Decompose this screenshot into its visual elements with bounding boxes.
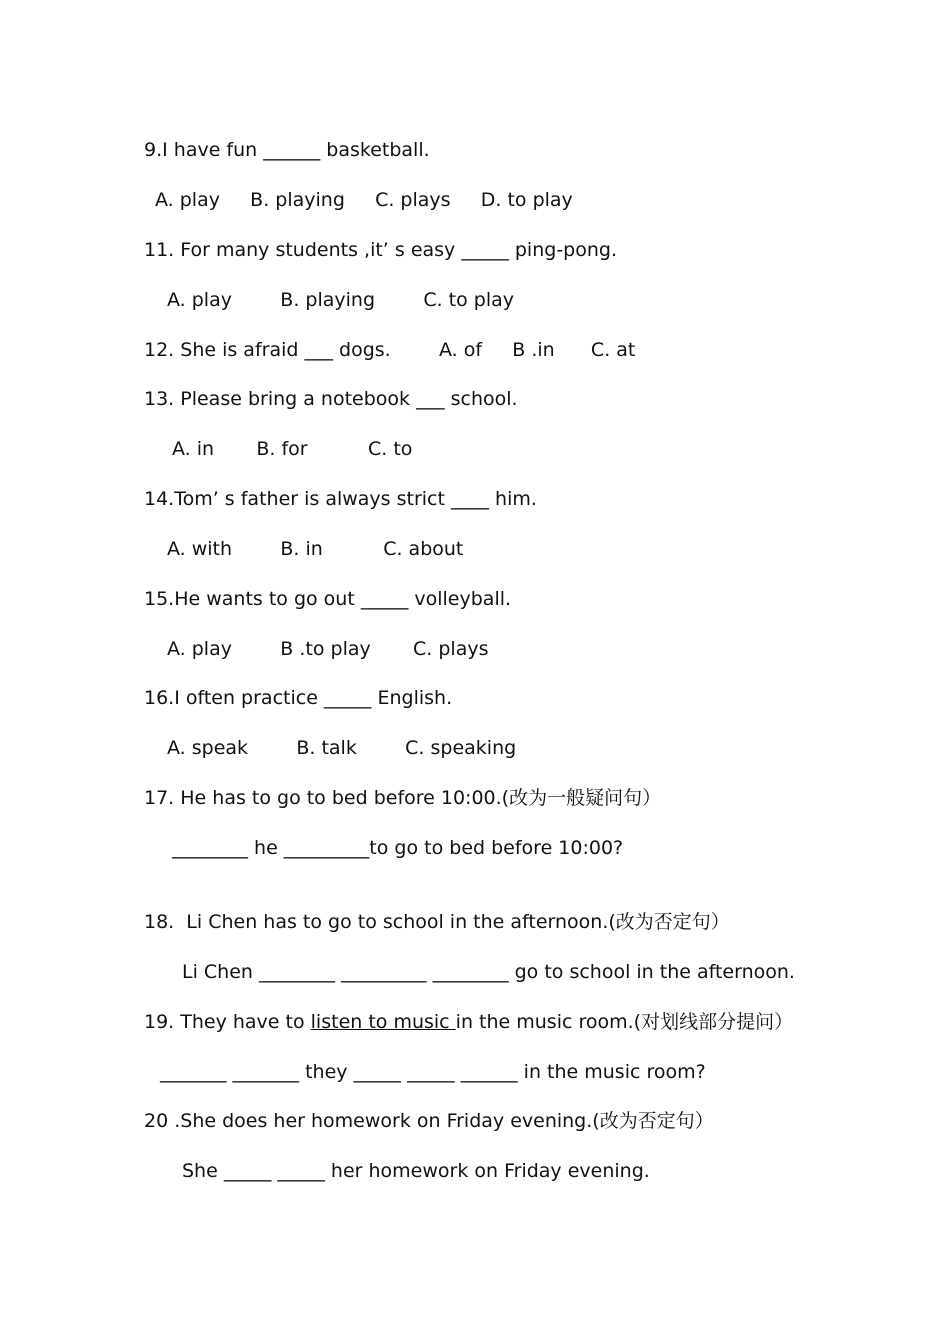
question-14-options: A. with B. in C. about bbox=[167, 538, 464, 560]
question-19-stem-suffix: in the music room.(对划线部分提问） bbox=[455, 1011, 794, 1033]
question-18-answer-line: Li Chen ________ _________ ________ go to school in the afternoon. bbox=[182, 961, 795, 983]
question-11-stem: 11. For many students ,it’ s easy _____ ping-pong. bbox=[144, 239, 617, 261]
question-15-stem: 15.He wants to go out _____ volleyball. bbox=[144, 588, 512, 610]
question-9-options: A. play B. playing C. plays D. to play bbox=[155, 189, 573, 211]
question-17-stem: 17. He has to go to bed before 10:00.(改为一般疑问句） bbox=[144, 787, 662, 809]
question-12-stem: 12. She is afraid ___ dogs. A. of B .in C. at bbox=[144, 339, 636, 361]
question-17-answer-line: ________ he _________to go to bed before 10:00? bbox=[172, 837, 624, 859]
question-13-stem: 13. Please bring a notebook ___ school. bbox=[144, 388, 518, 410]
question-15-options: A. play B .to play C. plays bbox=[167, 638, 489, 660]
question-19-answer-line: _______ _______ they _____ _____ ______ in the music room? bbox=[160, 1061, 706, 1083]
question-19-stem-prefix: 19. They have to bbox=[144, 1011, 311, 1033]
question-20-stem: 20 .She does her homework on Friday evening.(改为否定句） bbox=[144, 1110, 714, 1132]
question-18-stem: 18. Li Chen has to go to school in the afternoon.(改为否定句） bbox=[144, 911, 730, 933]
question-20-answer-line: She _____ _____ her homework on Friday evening. bbox=[182, 1160, 650, 1182]
question-16-stem: 16.I often practice _____ English. bbox=[144, 687, 453, 709]
question-19-stem bbox=[144, 1010, 793, 1034]
question-9-stem: 9.I have fun ______ basketball. bbox=[144, 139, 430, 161]
question-13-options: A. in B. for C. to bbox=[172, 438, 413, 460]
question-16-options: A. speak B. talk C. speaking bbox=[167, 737, 517, 759]
question-14-stem: 14.Tom’ s father is always strict ____ him. bbox=[144, 488, 537, 510]
question-19-underlined-phrase: listen to music bbox=[310, 1011, 456, 1033]
question-11-options: A. play B. playing C. to play bbox=[167, 289, 515, 311]
